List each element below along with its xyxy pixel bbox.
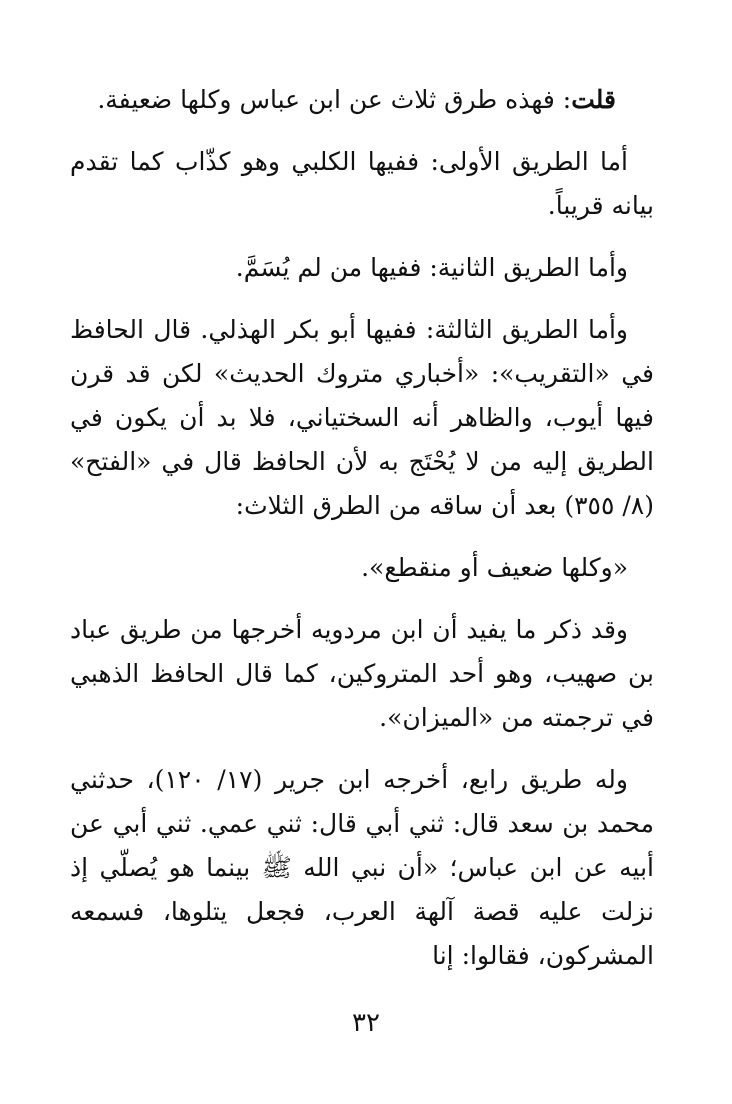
paragraph-7 [70,758,654,978]
paragraph-text: «وكلها ضعيف أو منقطع». [361,553,628,582]
page-body [70,78,654,996]
paragraph-text: وله طريق رابع، أخرجه ابن جرير (١٧/ ١٢٠)، حدثني محمد بن سعد قال: ثني أبي قال: ثني عمي. ثني أبي عن أبيه عن ابن عباس؛ «أن نبي الله ﷺ بينما هو يُصلّي إذ نزلت عليه قصة آلهة العرب، فجعل يتلوها، فسمعه المشركون، فقالوا: إنا [70,765,654,970]
paragraph-text: وأما الطريق الثانية: ففيها من لم يُسَمَّ. [235,253,628,282]
paragraph-2 [70,140,654,228]
page-number: ٣٢ [352,1008,380,1038]
paragraph-3 [70,246,654,290]
paragraph-1 [70,78,654,122]
paragraph-text: وقد ذكر ما يفيد أن ابن مردويه أخرجها من طريق عباد بن صهيب، وهو أحد المتروكين، كما قال الحافظ الذهبي في ترجمته من «الميزان». [70,615,654,732]
paragraph-text: وأما الطريق الثالثة: ففيها أبو بكر الهذلي. قال الحافظ في «التقريب»: «أخباري متروك الحديث» لكن قد قرن فيها أيوب، والظاهر أنه السختياني، فلا بد أن يكون في الطريق إليه من لا يُحْتَج به لأن الحافظ قال في «الفتح» (٨/ ٣٥٥) بعد أن ساقه من الطرق الثلاث: [70,315,654,520]
paragraph-4 [70,308,654,528]
paragraph-text: أما الطريق الأولى: ففيها الكلبي وهو كذّاب كما تقدم بيانه قريباً. [70,147,654,220]
paragraph-lead: قلت [571,85,616,114]
paragraph-5 [70,546,654,590]
paragraph-text: : فهذه طرق ثلاث عن ابن عباس وكلها ضعيفة. [97,85,572,114]
paragraph-6 [70,608,654,740]
